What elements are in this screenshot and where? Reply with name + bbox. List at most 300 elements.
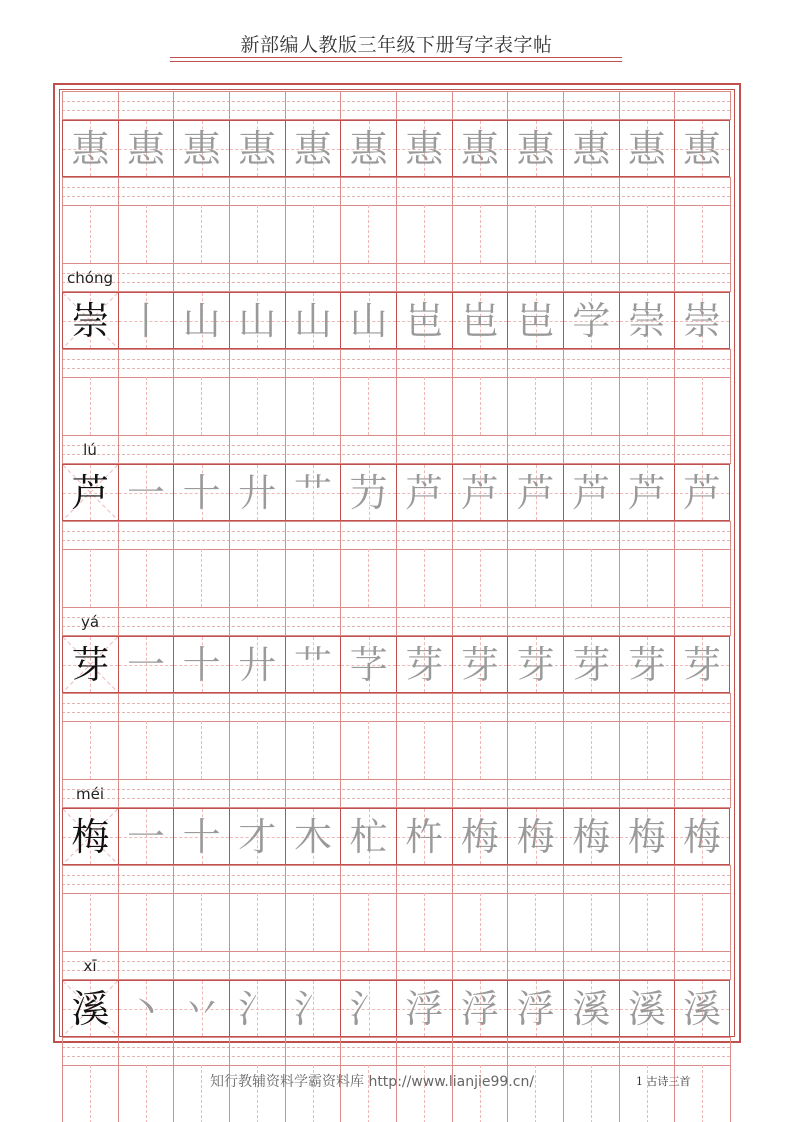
practice-cell[interactable] [507, 980, 563, 1037]
writing-column-line [396, 521, 397, 607]
trace-character: 艹 [293, 470, 332, 515]
writing-column-line [507, 693, 508, 779]
trace-character: 十 [182, 814, 221, 859]
writing-column-line [340, 865, 341, 951]
writing-column-line [674, 521, 675, 607]
pinyin-column-line [619, 263, 620, 292]
practice-cell[interactable] [674, 808, 730, 865]
writing-cell-center-line [146, 549, 147, 607]
practice-cell[interactable] [619, 292, 675, 349]
pinyin-column-line [62, 951, 63, 980]
pinyin-column-line [730, 435, 731, 464]
pinyin-column-line [619, 91, 620, 120]
writing-cell-center-line [702, 549, 703, 607]
trace-character: 惠 [460, 126, 499, 171]
writing-cell-center-line [702, 893, 703, 951]
writing-column-line [62, 1037, 63, 1122]
pinyin-band [62, 951, 730, 980]
model-character-cell[interactable] [62, 808, 118, 865]
practice-cell[interactable] [674, 120, 730, 177]
writing-column-line [285, 865, 286, 951]
writing-column-line [62, 349, 63, 435]
model-character-cell[interactable] [62, 636, 118, 693]
pinyin-column-line [285, 435, 286, 464]
pinyin-column-line [619, 951, 620, 980]
writing-column-line [229, 521, 230, 607]
trace-character: 芦 [627, 470, 666, 515]
writing-cell-center-line [201, 549, 202, 607]
pinyin-column-line [340, 951, 341, 980]
pinyin-column-line [229, 951, 230, 980]
pinyin-column-line [674, 779, 675, 808]
writing-cell-center-line [313, 721, 314, 779]
writing-column-line [340, 177, 341, 263]
writing-cell-center-line [480, 549, 481, 607]
practice-cell[interactable] [340, 980, 396, 1037]
pinyin-column-line [285, 951, 286, 980]
practice-block [62, 951, 730, 1122]
pinyin-band [62, 607, 730, 636]
practice-cell[interactable] [229, 292, 285, 349]
pinyin-column-line [452, 263, 453, 292]
writing-cell-center-line [90, 377, 91, 435]
practice-cell[interactable] [118, 464, 174, 521]
pinyin-column-line [340, 435, 341, 464]
pinyin-column-line [674, 263, 675, 292]
pinyin-column-line [507, 263, 508, 292]
pinyin-column-line [340, 263, 341, 292]
practice-cell[interactable] [452, 636, 508, 693]
writing-column-line [340, 693, 341, 779]
pinyin-column-line [62, 435, 63, 464]
practice-cell[interactable] [229, 636, 285, 693]
pinyin-label: yá [80, 613, 100, 631]
writing-cell-center-line [535, 205, 536, 263]
writing-column-line [730, 865, 731, 951]
pinyin-column-line [507, 607, 508, 636]
pinyin-column-line [396, 91, 397, 120]
writing-cell-center-line [201, 721, 202, 779]
writing-column-line [229, 349, 230, 435]
trace-character: 惠 [71, 126, 110, 171]
trace-character: 芽 [627, 642, 666, 687]
pinyin-column-line [507, 435, 508, 464]
practice-cell[interactable] [396, 292, 452, 349]
practice-cell[interactable] [563, 808, 619, 865]
writing-cell-center-line [702, 1065, 703, 1122]
practice-cell[interactable] [619, 464, 675, 521]
practice-cell[interactable] [396, 808, 452, 865]
writing-column-line [396, 349, 397, 435]
pinyin-column-line [396, 779, 397, 808]
writing-column-line [173, 521, 174, 607]
pinyin-column-line [619, 435, 620, 464]
writing-cell-center-line [702, 377, 703, 435]
writing-cell-center-line [702, 205, 703, 263]
pinyin-column-line [340, 779, 341, 808]
writing-column-line [563, 865, 564, 951]
practice-cell[interactable] [340, 636, 396, 693]
pinyin-column-line [396, 607, 397, 636]
trace-character: 梅 [683, 814, 722, 859]
writing-cell-center-line [424, 377, 425, 435]
writing-column-line [118, 521, 119, 607]
practice-cell[interactable] [118, 808, 174, 865]
writing-cell-center-line [90, 205, 91, 263]
writing-column-line [62, 521, 63, 607]
trace-character: 丶 [126, 986, 165, 1031]
writing-cell-center-line [591, 205, 592, 263]
writing-column-line [340, 521, 341, 607]
practice-cell[interactable] [396, 120, 452, 177]
practice-cell[interactable] [619, 980, 675, 1037]
practice-cell[interactable] [285, 636, 341, 693]
writing-cell-center-line [424, 721, 425, 779]
practice-block [62, 263, 730, 435]
writing-column-line [173, 349, 174, 435]
pinyin-column-line [173, 91, 174, 120]
trace-character: 木 [293, 814, 332, 859]
trace-character: 山 [349, 298, 388, 343]
writing-cell-center-line [647, 549, 648, 607]
model-character: 梅 [71, 814, 110, 859]
writing-column-line [118, 1037, 119, 1122]
writing-column-line [619, 349, 620, 435]
writing-cell-center-line [591, 377, 592, 435]
pinyin-column-line [619, 779, 620, 808]
pinyin-column-line [396, 263, 397, 292]
writing-column-line [285, 521, 286, 607]
practice-cell[interactable] [173, 292, 229, 349]
writing-column-line [62, 693, 63, 779]
writing-cell-center-line [90, 549, 91, 607]
practice-cell[interactable] [507, 120, 563, 177]
pinyin-column-line [118, 607, 119, 636]
model-character: 溪 [71, 986, 110, 1031]
pinyin-column-line [229, 263, 230, 292]
writing-cell-center-line [591, 549, 592, 607]
trace-character: 惠 [405, 126, 444, 171]
pinyin-column-line [173, 779, 174, 808]
character-row [62, 980, 730, 1037]
trace-character: 芽 [683, 642, 722, 687]
writing-column-line [285, 177, 286, 263]
practice-cell[interactable] [229, 980, 285, 1037]
pinyin-label: chóng [67, 269, 113, 287]
practice-cell[interactable] [452, 980, 508, 1037]
pinyin-column-line [452, 607, 453, 636]
character-row [62, 120, 730, 177]
practice-cell[interactable] [173, 980, 229, 1037]
pinyin-column-line [396, 435, 397, 464]
trace-character: 丷 [182, 986, 221, 1031]
practice-cell[interactable] [452, 808, 508, 865]
writing-column-line [730, 693, 731, 779]
writing-band [62, 521, 730, 607]
model-character: 芽 [71, 642, 110, 687]
writing-cell-center-line [201, 1065, 202, 1122]
writing-cell-center-line [591, 721, 592, 779]
practice-cell[interactable] [118, 980, 174, 1037]
writing-cell-center-line [257, 893, 258, 951]
trace-character: 芓 [349, 642, 388, 687]
practice-cell[interactable] [229, 120, 285, 177]
writing-band [62, 865, 730, 951]
pinyin-band [62, 263, 730, 292]
writing-band [62, 693, 730, 779]
writing-cell-center-line [647, 721, 648, 779]
trace-character: 学 [572, 298, 611, 343]
practice-cell[interactable] [452, 464, 508, 521]
trace-character: 山 [293, 298, 332, 343]
practice-cell[interactable] [396, 980, 452, 1037]
practice-cell[interactable] [118, 120, 174, 177]
practice-cell[interactable] [173, 464, 229, 521]
writing-column-line [619, 693, 620, 779]
practice-cell[interactable] [507, 808, 563, 865]
trace-character: 惠 [126, 126, 165, 171]
writing-cell-center-line [647, 893, 648, 951]
model-character: 芦 [71, 470, 110, 515]
trace-character: 岜 [460, 298, 499, 343]
practice-cell[interactable] [563, 120, 619, 177]
practice-cell[interactable] [507, 292, 563, 349]
pinyin-column-line [118, 91, 119, 120]
practice-cell[interactable] [229, 464, 285, 521]
pinyin-column-line [285, 607, 286, 636]
practice-cell[interactable] [563, 980, 619, 1037]
writing-cell-center-line [591, 893, 592, 951]
trace-character: 丨 [126, 298, 165, 343]
writing-column-line [452, 521, 453, 607]
pinyin-column-line [118, 779, 119, 808]
practice-cell[interactable] [340, 464, 396, 521]
writing-cell-center-line [424, 205, 425, 263]
practice-cell[interactable] [118, 636, 174, 693]
trace-character: 惠 [683, 126, 722, 171]
practice-cell[interactable] [452, 292, 508, 349]
writing-column-line [285, 693, 286, 779]
title-underline [170, 57, 622, 58]
practice-cell[interactable] [563, 636, 619, 693]
character-row [62, 808, 730, 865]
pinyin-label: lú [83, 441, 97, 459]
trace-character: 岜 [405, 298, 444, 343]
writing-column-line [452, 349, 453, 435]
pinyin-column-line [563, 435, 564, 464]
trace-character: 芦 [460, 470, 499, 515]
writing-column-line [730, 177, 731, 263]
practice-block [62, 435, 730, 607]
pinyin-column-line [118, 951, 119, 980]
trace-character: 杧 [349, 814, 388, 859]
writing-column-line [563, 349, 564, 435]
trace-character: 梅 [572, 814, 611, 859]
writing-cell-center-line [535, 1065, 536, 1122]
pinyin-column-line [229, 91, 230, 120]
practice-cell[interactable] [285, 980, 341, 1037]
trace-character: 十 [182, 470, 221, 515]
pinyin-column-line [173, 607, 174, 636]
writing-column-line [396, 865, 397, 951]
pinyin-column-line [730, 607, 731, 636]
trace-character: 芽 [460, 642, 499, 687]
writing-band [62, 349, 730, 435]
practice-cell[interactable] [118, 292, 174, 349]
trace-character: 芦 [572, 470, 611, 515]
writing-column-line [619, 865, 620, 951]
pinyin-column-line [452, 779, 453, 808]
writing-cell-center-line [257, 721, 258, 779]
writing-cell-center-line [702, 721, 703, 779]
pinyin-column-line [340, 91, 341, 120]
writing-column-line [563, 693, 564, 779]
pinyin-column-line [285, 779, 286, 808]
pinyin-column-line [452, 435, 453, 464]
writing-column-line [730, 521, 731, 607]
trace-character: 惠 [572, 126, 611, 171]
pinyin-label: xī [83, 957, 97, 975]
trace-character: 惠 [238, 126, 277, 171]
trace-character: 溪 [572, 986, 611, 1031]
pinyin-column-line [563, 951, 564, 980]
writing-column-line [173, 693, 174, 779]
writing-cell-center-line [201, 377, 202, 435]
pinyin-band [62, 435, 730, 464]
writing-cell-center-line [146, 377, 147, 435]
practice-cell[interactable] [507, 464, 563, 521]
trace-character: 浮 [405, 986, 444, 1031]
writing-column-line [674, 349, 675, 435]
writing-column-line [118, 693, 119, 779]
writing-column-line [507, 521, 508, 607]
practice-cell[interactable] [285, 292, 341, 349]
trace-character: 惠 [293, 126, 332, 171]
title-underline-second [170, 61, 622, 62]
model-character: 崇 [71, 298, 110, 343]
pinyin-column-line [118, 435, 119, 464]
writing-cell-center-line [480, 205, 481, 263]
writing-cell-center-line [368, 377, 369, 435]
pinyin-column-line [396, 951, 397, 980]
practice-sheet [62, 91, 730, 1122]
writing-cell-center-line [647, 377, 648, 435]
practice-cell[interactable] [674, 980, 730, 1037]
writing-column-line [118, 865, 119, 951]
pinyin-column-line [619, 607, 620, 636]
practice-cell[interactable] [173, 808, 229, 865]
model-character-cell[interactable] [62, 120, 118, 177]
trace-character: 芽 [572, 642, 611, 687]
writing-column-line [229, 865, 230, 951]
writing-column-line [730, 349, 731, 435]
trace-character: 山 [238, 298, 277, 343]
trace-character: 浮 [460, 986, 499, 1031]
writing-column-line [619, 521, 620, 607]
character-row [62, 292, 730, 349]
writing-column-line [507, 177, 508, 263]
writing-cell-center-line [146, 721, 147, 779]
writing-column-line [173, 1037, 174, 1122]
writing-column-line [229, 693, 230, 779]
practice-cell[interactable] [563, 292, 619, 349]
trace-character: 芽 [516, 642, 555, 687]
practice-cell[interactable] [674, 464, 730, 521]
footer-source: 知行教辅资料学霸资料库 http://www.lianjie99.cn/ [210, 1074, 535, 1090]
practice-cell[interactable] [396, 636, 452, 693]
writing-cell-center-line [535, 893, 536, 951]
practice-cell[interactable] [674, 636, 730, 693]
practice-cell[interactable] [340, 292, 396, 349]
writing-column-line [118, 177, 119, 263]
practice-cell[interactable] [229, 808, 285, 865]
practice-cell[interactable] [619, 120, 675, 177]
trace-character: 芀 [349, 470, 388, 515]
pinyin-column-line [563, 779, 564, 808]
writing-cell-center-line [313, 205, 314, 263]
model-character-cell[interactable] [62, 464, 118, 521]
writing-cell-center-line [535, 549, 536, 607]
practice-cell[interactable] [173, 636, 229, 693]
model-character-cell[interactable] [62, 980, 118, 1037]
pinyin-column-line [229, 779, 230, 808]
trace-character: 廾 [238, 470, 277, 515]
practice-cell[interactable] [285, 808, 341, 865]
practice-cell[interactable] [563, 464, 619, 521]
pinyin-column-line [507, 779, 508, 808]
practice-cell[interactable] [285, 120, 341, 177]
practice-cell[interactable] [619, 636, 675, 693]
pinyin-column-line [674, 91, 675, 120]
model-character-cell[interactable] [62, 292, 118, 349]
pinyin-band [62, 779, 730, 808]
trace-character: 惠 [182, 126, 221, 171]
trace-character: 氵 [238, 986, 277, 1031]
practice-cell[interactable] [285, 464, 341, 521]
writing-column-line [229, 177, 230, 263]
pinyin-column-line [340, 607, 341, 636]
writing-cell-center-line [201, 893, 202, 951]
practice-block [62, 779, 730, 951]
writing-column-line [396, 693, 397, 779]
writing-column-line [62, 177, 63, 263]
practice-cell[interactable] [452, 120, 508, 177]
practice-cell[interactable] [173, 120, 229, 177]
pinyin-column-line [285, 91, 286, 120]
practice-cell[interactable] [619, 808, 675, 865]
pinyin-column-line [118, 263, 119, 292]
trace-character: 梅 [516, 814, 555, 859]
practice-cell[interactable] [340, 808, 396, 865]
writing-cell-center-line [480, 893, 481, 951]
writing-column-line [118, 349, 119, 435]
writing-cell-center-line [424, 893, 425, 951]
writing-column-line [340, 349, 341, 435]
writing-band [62, 177, 730, 263]
writing-column-line [507, 349, 508, 435]
writing-column-line [619, 1037, 620, 1122]
practice-cell[interactable] [674, 292, 730, 349]
practice-cell[interactable] [340, 120, 396, 177]
writing-column-line [619, 177, 620, 263]
writing-cell-center-line [480, 721, 481, 779]
practice-cell[interactable] [507, 636, 563, 693]
pinyin-column-line [62, 91, 63, 120]
writing-cell-center-line [257, 377, 258, 435]
writing-cell-center-line [146, 1065, 147, 1122]
trace-character: 一 [126, 642, 165, 687]
practice-cell[interactable] [396, 464, 452, 521]
